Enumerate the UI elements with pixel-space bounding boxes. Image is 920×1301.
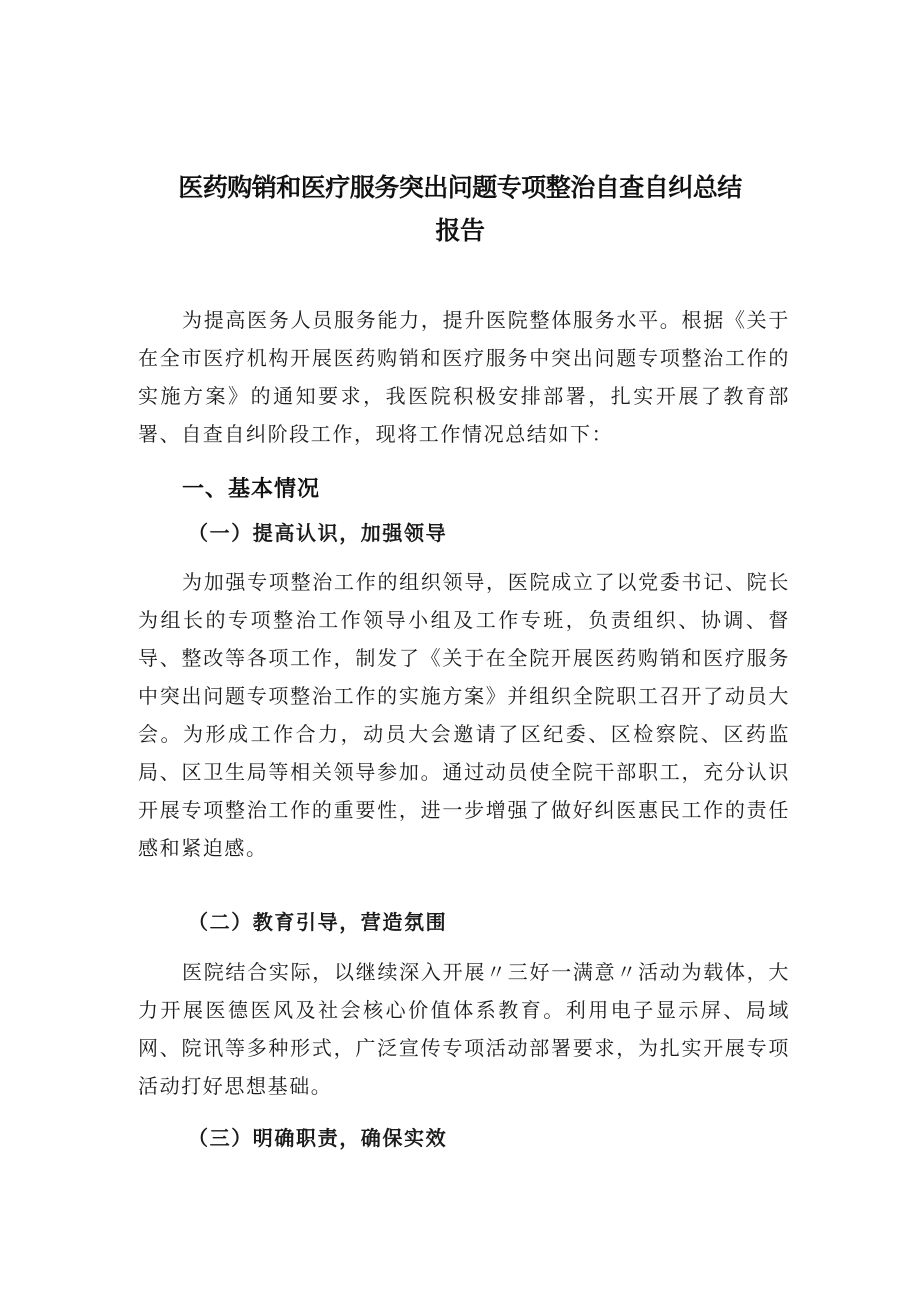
- subsection-heading-3: （三）明确职责，确保实效: [188, 1126, 448, 1150]
- document-title-line-1: 医药购销和医疗服务突出问题专项整治自查自纠总结: [178, 173, 742, 202]
- subsection-heading-2: （二）教育引导，营造氛围: [188, 910, 448, 934]
- document-title-line-2: 报告: [435, 216, 485, 245]
- subsection-2-paragraph: 医院结合实际，以继续深入开展〃三好一满意〃活动为载体，大力开展医德医风及社会核心价值体系教育。利用电子显示屏、局域网、院讯等多种形式，广泛宣传专项活动部署要求，为扎实开展专项活动打好思想基础。: [138, 960, 790, 1098]
- subsection-heading-1: （一）提高认识，加强领导: [188, 521, 448, 545]
- intro-paragraph: 为提高医务人员服务能力，提升医院整体服务水平。根据《关于在全市医疗机构开展医药购销和医疗服务中突出问题专项整治工作的实施方案》的通知要求，我医院积极安排部署，扎实开展了教育部署、自查自纠阶段工作，现将工作情况总结如下：: [138, 308, 790, 446]
- section-heading-basic-situation: 一、基本情况: [182, 477, 321, 502]
- subsection-1-paragraph: 为加强专项整治工作的组织领导，医院成立了以党委书记、院长为组长的专项整治工作领导小组及工作专班，负责组织、协调、督导、整改等各项工作，制发了《关于在全院开展医药购销和医疗服务中突出问题专项整治工作的实施方案》并组织全院职工召开了动员大会。为形成工作合力，动员大会邀请了区纪委、区检察院、区药监局、区卫生局等相关领导参加。通过动员使全院干部职工，充分认识开展专项整治工作的重要性，进一步增强了做好纠医惠民工作的责任感和紧迫感。: [138, 570, 790, 860]
